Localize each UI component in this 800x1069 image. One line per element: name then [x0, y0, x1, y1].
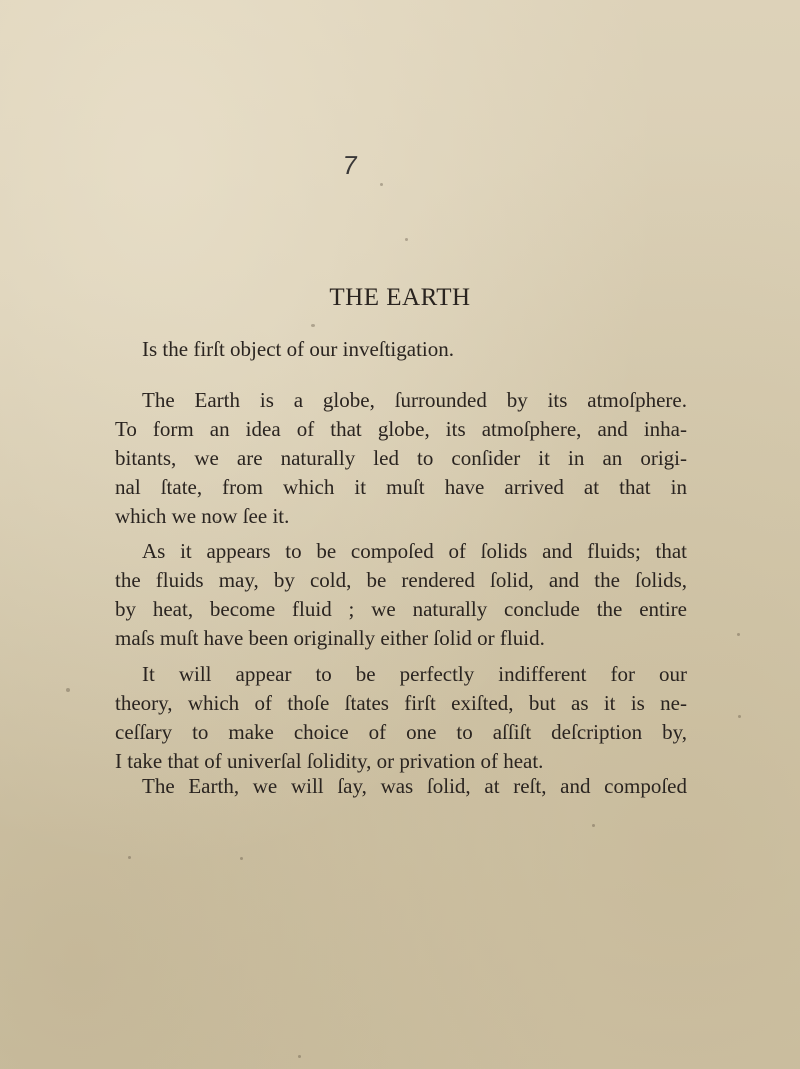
paragraph-1 — [115, 386, 687, 531]
text-line: maſs muſt have been originally either ſolid or fluid. — [115, 626, 545, 650]
intro-sentence: Is the firſt object of our inveſtigation. — [142, 337, 455, 361]
text-line: by heat, become fluid ; we naturally conclude the entire — [115, 597, 687, 621]
text-line: The Earth, we will ſay, was ſolid, at reſt, and compoſed — [142, 774, 687, 798]
text-line: ceſſary to make choice of one to aſſiſt deſcription by, — [115, 720, 687, 744]
paragraph-3 — [115, 660, 687, 776]
paper-speck — [216, 520, 219, 523]
text-line: It will appear to be perfectly indifferent for our — [142, 662, 687, 686]
text-line: The Earth is a globe, ſurrounded by its atmoſphere. — [142, 388, 687, 412]
text-line: bitants, we are naturally led to conſider it in an origi- — [115, 446, 687, 470]
text-line: the fluids may, by cold, be rendered ſolid, and the ſolids, — [115, 568, 687, 592]
paper-speck — [311, 324, 315, 327]
paper-speck — [66, 688, 70, 692]
paper-speck — [405, 238, 408, 241]
paper-speck — [737, 633, 740, 636]
page-number: 7 — [340, 150, 360, 180]
paper-speck — [298, 1055, 301, 1058]
text-line: To form an idea of that globe, its atmoſphere, and inha- — [115, 417, 687, 441]
chapter-title: THE EARTH — [329, 284, 471, 311]
paragraph-2 — [115, 537, 687, 653]
text-line: theory, which of thoſe ſtates firſt exiſted, but as it is ne- — [115, 691, 687, 715]
paper-speck — [128, 856, 131, 859]
text-line: As it appears to be compoſed of ſolids and fluids; that — [142, 539, 687, 563]
paper-speck — [738, 715, 741, 718]
text-line: I take that of univerſal ſolidity, or privation of heat. — [115, 749, 544, 773]
paper-speck — [240, 857, 243, 860]
paper-speck — [592, 824, 595, 827]
text-line: nal ſtate, from which it muſt have arrived at that in — [115, 475, 687, 499]
paragraph-4 — [115, 772, 687, 801]
paper-speck — [380, 183, 383, 186]
text-line: which we now ſee it. — [115, 504, 290, 528]
